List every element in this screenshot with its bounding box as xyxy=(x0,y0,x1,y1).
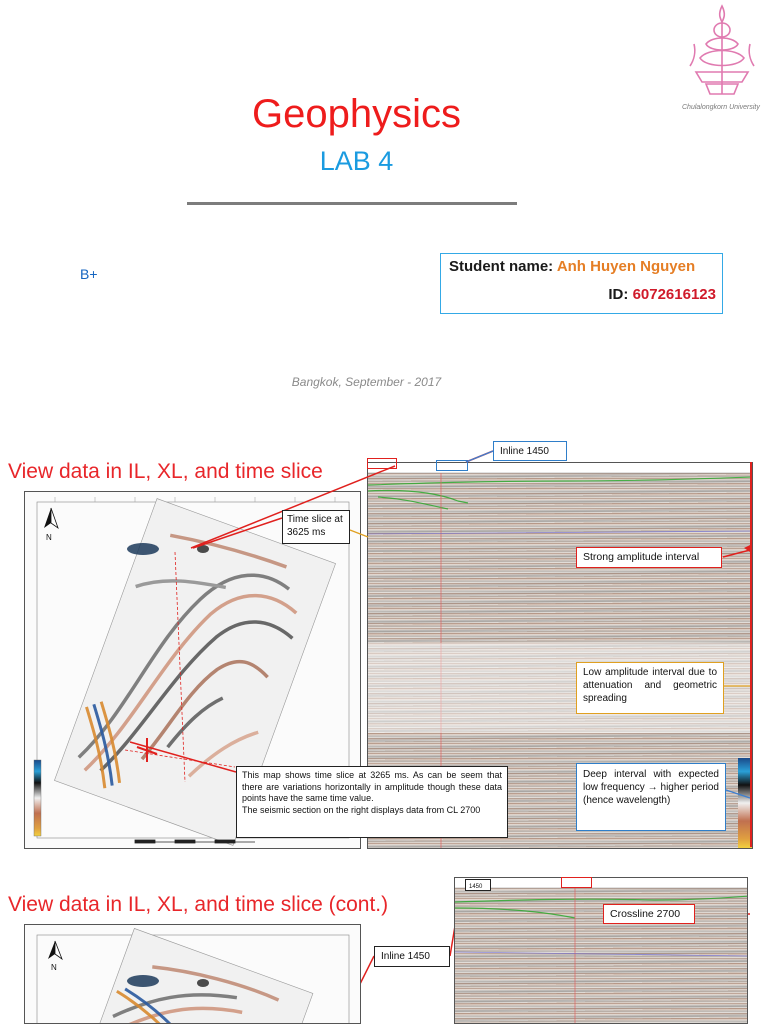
map-description-section-note: The seismic section on the right displays data from CL 2700 xyxy=(242,804,481,815)
north-label-2: N xyxy=(51,963,57,972)
crossline-2700-callout: Crossline 2700 xyxy=(603,904,695,924)
student-id-value: 6072616123 xyxy=(632,286,716,303)
time-slice-callout: Time slice at 3625 ms xyxy=(282,510,350,544)
north-arrow-icon-2 xyxy=(48,941,62,959)
student-name-label: Student name: xyxy=(449,258,554,275)
section-2-inline-label: 1450 xyxy=(465,879,491,891)
north-arrow-icon xyxy=(44,508,58,528)
seismic-section-inline xyxy=(454,877,748,1024)
deep-interval-callout: Deep interval with expected low frequency → higher period (hence wavelength) xyxy=(576,763,726,831)
inline-1450-callout-2: Inline 1450 xyxy=(374,946,450,967)
section-right-edge-marker xyxy=(750,462,752,847)
seismic-overlay-2 xyxy=(455,878,748,1024)
place-date: Bangkok, September - 2017 xyxy=(291,375,442,389)
inline-1450-callout: Inline 1450 xyxy=(493,441,567,461)
student-id-line xyxy=(608,286,716,303)
time-slice-map-2-image xyxy=(25,925,361,1024)
title-divider xyxy=(187,202,517,205)
student-name-line xyxy=(449,258,695,275)
page-subtitle: LAB 4 xyxy=(319,146,394,176)
student-id-label: ID: xyxy=(608,286,629,303)
grade-label: B+ xyxy=(80,266,98,282)
section-inline-highlight xyxy=(436,460,468,471)
section-2-crossline-marker xyxy=(561,877,592,888)
slide-2-heading: View data in IL, XL, and time slice (cont.) xyxy=(8,893,389,916)
slide-1-heading: View data in IL, XL, and time slice xyxy=(8,460,323,483)
low-amplitude-callout: Low amplitude interval due to attenuation and geometric spreading xyxy=(576,662,724,714)
map-description-callout xyxy=(236,766,508,838)
page-title: Geophysics xyxy=(252,92,461,136)
time-slice-map-2 xyxy=(24,924,361,1024)
logo-caption: Chulalongkorn University xyxy=(682,104,760,111)
map-description-text: This map shows time slice at 3265 ms. As can be seem that there are variations horizontally in amplitude though these data points have the same time value. xyxy=(242,770,502,803)
strong-amplitude-callout: Strong amplitude interval xyxy=(576,547,722,568)
north-label: N xyxy=(46,533,52,542)
section-inline-marker xyxy=(367,458,397,469)
student-name-value: Anh Huyen Nguyen xyxy=(556,258,696,275)
